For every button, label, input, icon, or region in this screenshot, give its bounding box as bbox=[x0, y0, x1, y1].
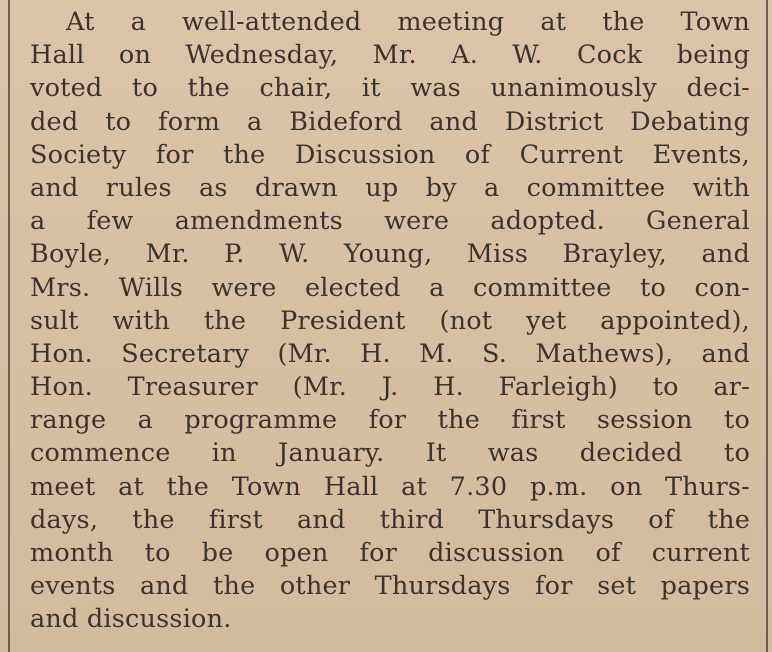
article-line: sult with the President (not yet appointed), bbox=[30, 305, 750, 336]
article-line: a few amendments were adopted. General bbox=[30, 206, 750, 237]
article-line: Hon. Secretary (Mr. H. M. S. Mathews), and bbox=[30, 338, 750, 369]
article-line: Society for the Discussion of Current Events, bbox=[30, 139, 750, 170]
article-body bbox=[30, 6, 750, 637]
article-line: Boyle, Mr. P. W. Young, Miss Brayley, and bbox=[30, 239, 750, 270]
article-line: days, the first and third Thursdays of the bbox=[30, 504, 750, 535]
article-line: Hon. Treasurer (Mr. J. H. Farleigh) to ar- bbox=[30, 372, 750, 403]
article-line: events and the other Thursdays for set papers bbox=[30, 571, 750, 602]
article-line: At a well-attended meeting at the Town bbox=[66, 7, 750, 37]
article-line: Hall on Wednesday, Mr. A. W. Cock being bbox=[30, 40, 750, 71]
article-line: meet at the Town Hall at 7.30 p.m. on Thurs- bbox=[30, 471, 750, 502]
article-line: Mrs. Wills were elected a committee to con- bbox=[30, 272, 750, 303]
article-line: ded to form a Bideford and District Debating bbox=[30, 106, 750, 137]
column-rule-left bbox=[8, 0, 10, 652]
article-line: voted to the chair, it was unanimously deci- bbox=[30, 73, 750, 104]
column-rule-right bbox=[766, 0, 768, 652]
article-line: and discussion. bbox=[30, 604, 232, 635]
article-line: commence in January. It was decided to bbox=[30, 438, 750, 469]
article-line: and rules as drawn up by a committee with bbox=[30, 172, 750, 203]
article-line: range a programme for the first session to bbox=[30, 405, 750, 436]
article-line: month to be open for discussion of current bbox=[30, 538, 750, 568]
